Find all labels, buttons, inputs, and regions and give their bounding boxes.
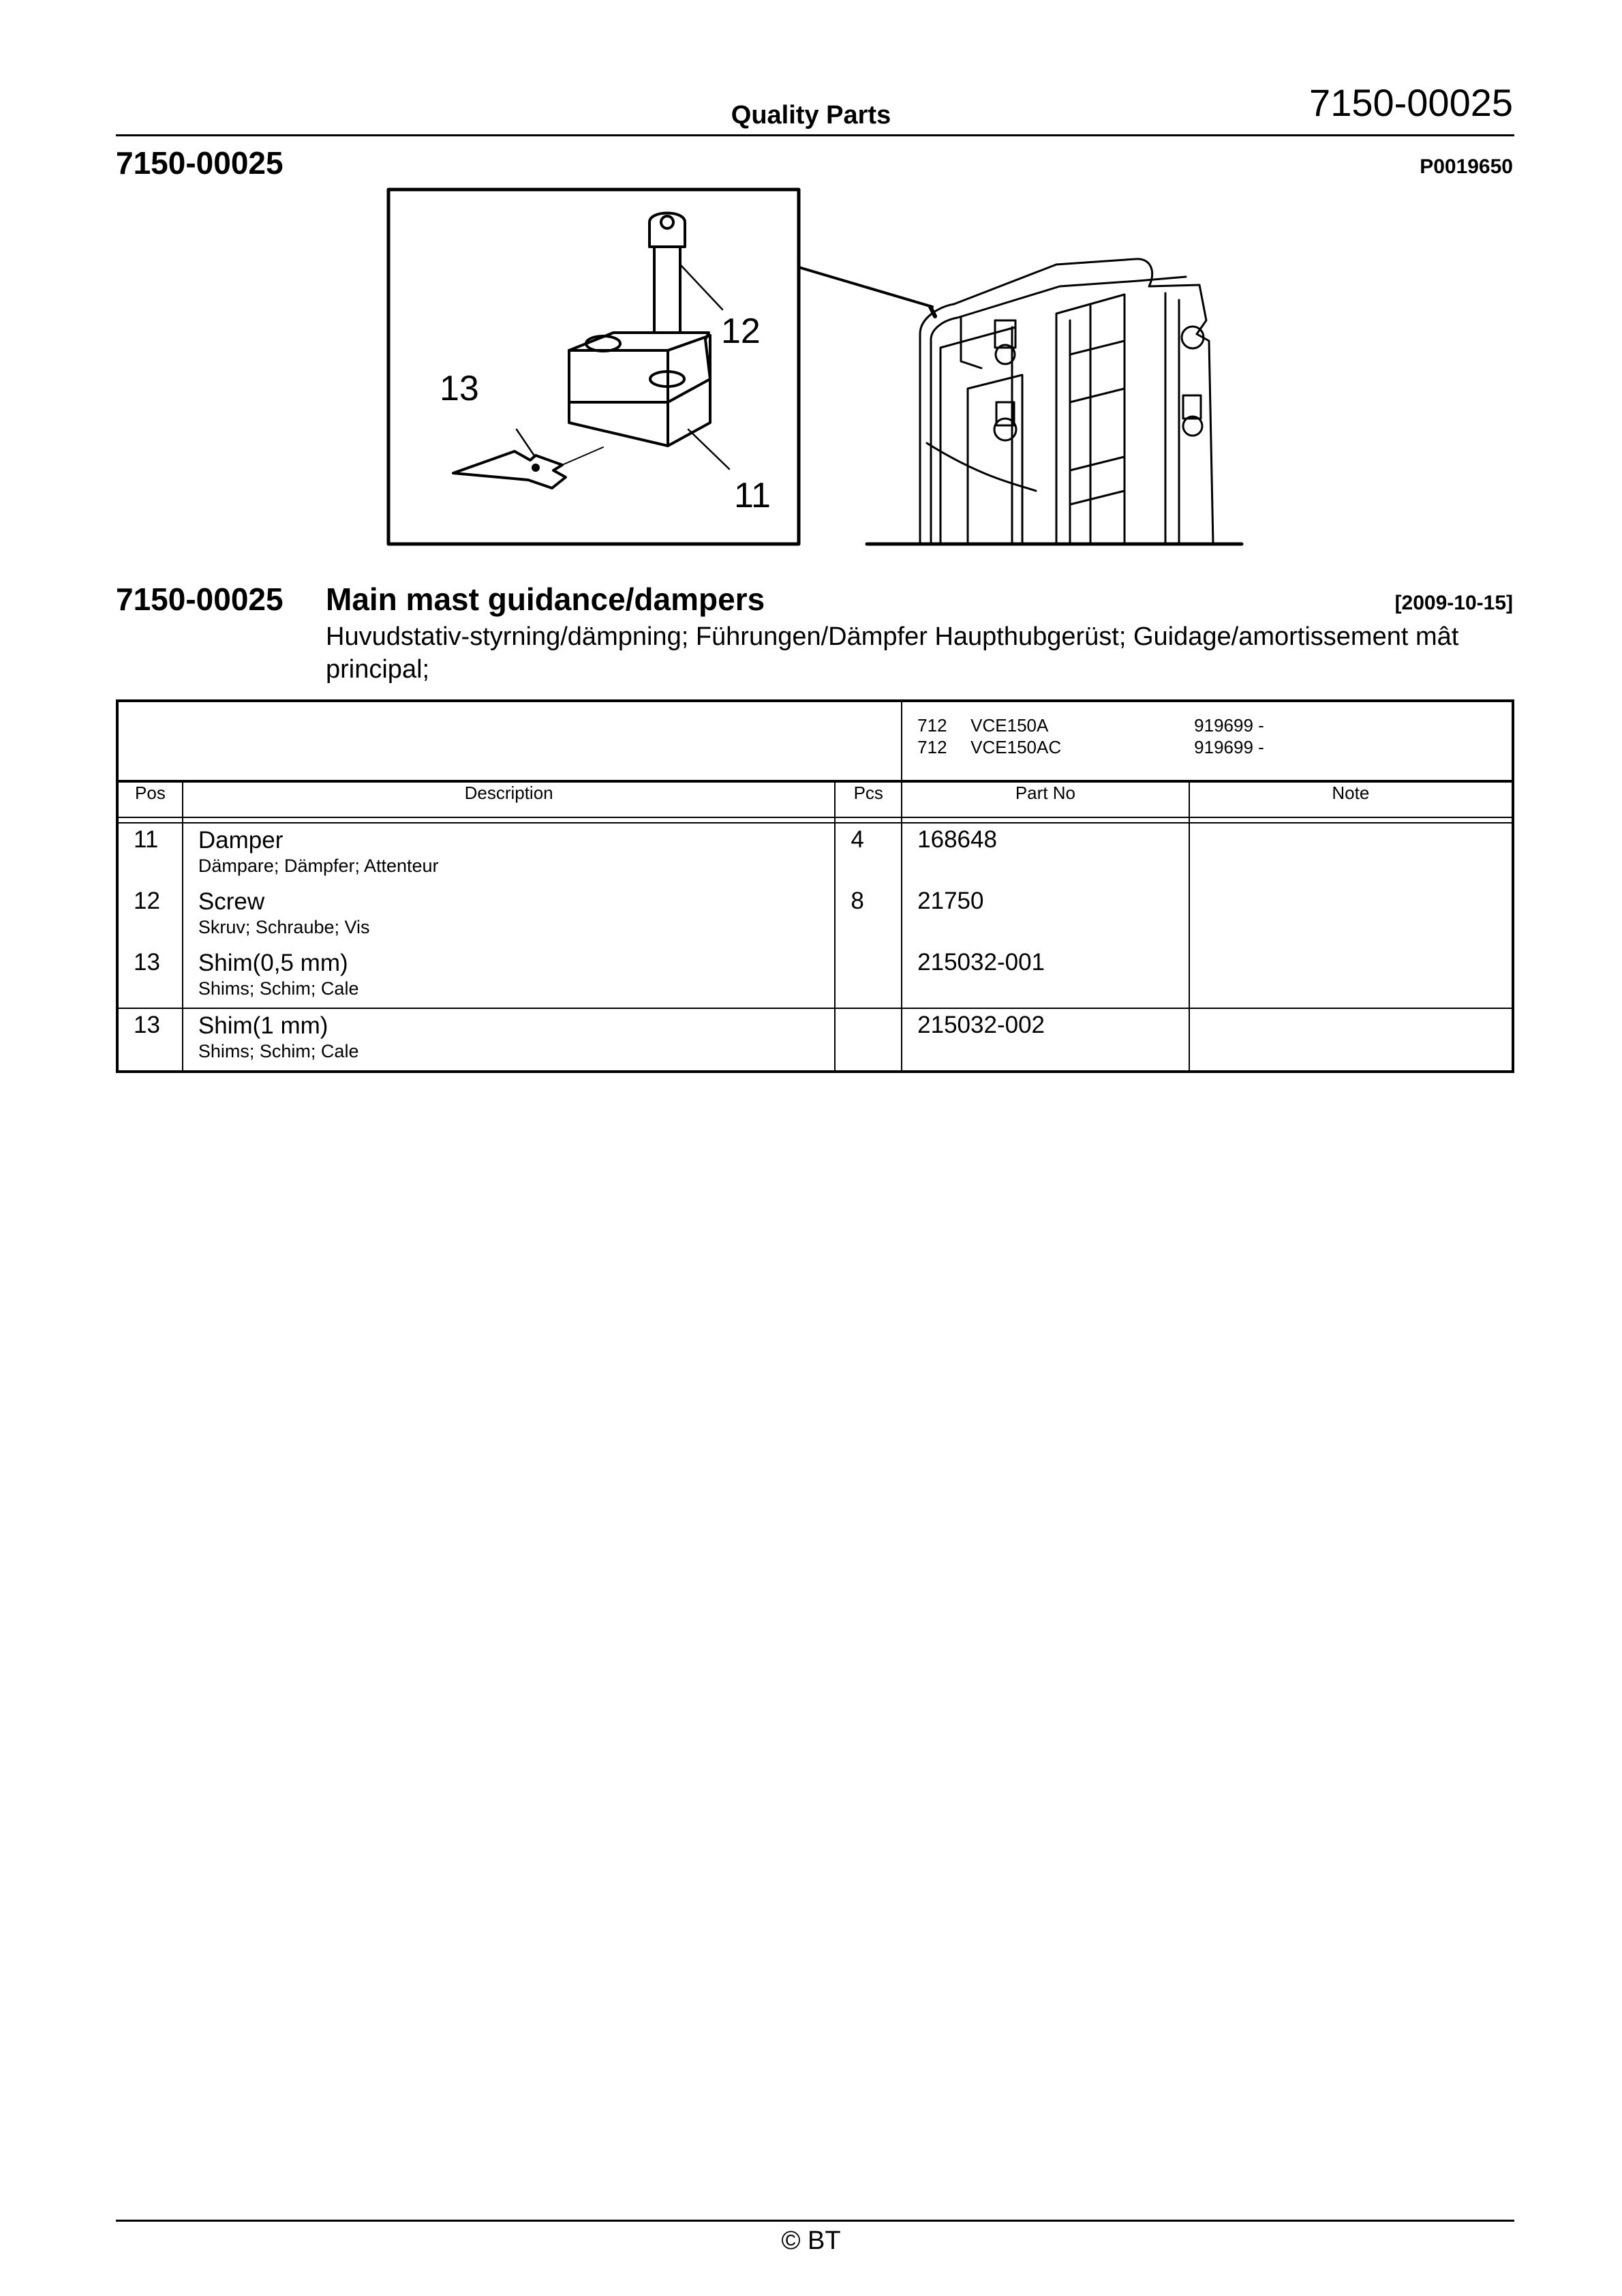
item-pcs: 8 [835,885,902,946]
item-part-no: 21750 [902,885,1189,946]
detail-leader-line [799,267,932,307]
group-title: Main mast guidance/dampers [326,581,765,617]
group-title-translations: Huvudstativ-styrning/dämpning; Führungen/Dämpfer Haupthubgerüst; Guidage/amortissement mât principal; [326,622,1459,684]
item-pcs: 4 [835,823,902,885]
item-pcs [835,946,902,1008]
section-number: 7150-00025 [116,145,284,181]
mast-drawing [867,259,1242,544]
table-row [117,823,1513,885]
item-pos: 13 [117,946,183,1008]
column-header-pos: Pos [117,781,183,817]
item-description: Shim(1 mm) Shims; Schim; Cale [183,1008,835,1072]
column-header-description: Description [183,781,835,817]
damper-block-drawing [569,333,710,446]
group-number: 7150-00025 [116,581,284,617]
item-part-no: 168648 [902,823,1189,885]
item-pos: 12 [134,888,160,914]
item-part-no: 215032-001 [902,946,1189,1008]
footer-rule [116,2220,1514,2222]
item-pcs [835,1008,902,1072]
item-description: Damper Dämpare; Dämpfer; Attenteur [183,823,835,885]
item-note [1189,1008,1513,1072]
item-description: Screw Skruv; Schraube; Vis [183,885,835,946]
column-header-row [117,781,1513,817]
model-list [902,701,1513,781]
header-title: Quality Parts [731,101,891,130]
item-part-no: 215032-002 [902,1008,1189,1072]
header-rule [116,134,1514,136]
table-row [117,946,1513,1008]
model-applicability-row [117,701,1513,781]
footer-copyright: © BT [781,2226,841,2255]
column-header-part-no: Part No [902,781,1189,817]
model-line: 712 VCE150A 919699 - [917,715,1264,736]
table-row [117,885,1513,946]
item-pos: 11 [134,826,159,853]
callout-13: 13 [440,369,479,408]
group-date: [2009-10-15] [1394,592,1513,614]
column-header-note: Note [1189,781,1513,817]
callout-12: 12 [721,312,761,351]
table-row [117,1008,1513,1072]
item-note [1189,946,1513,1008]
item-note [1189,885,1513,946]
item-description: Shim(0,5 mm) Shims; Schim; Cale [183,946,835,1008]
shim-drawing [453,447,603,488]
column-header-pcs: Pcs [835,781,902,817]
callout-11: 11 [734,476,771,515]
exploded-view-illustration [382,184,1261,552]
document-number: 7150-00025 [1309,81,1513,124]
picture-number: P0019650 [1420,155,1513,178]
model-line: 712 VCE150AC 919699 - [917,737,1264,757]
header-separator [117,817,1513,823]
item-note [1189,823,1513,885]
item-pos: 13 [134,1012,160,1038]
parts-table [116,699,1514,1073]
